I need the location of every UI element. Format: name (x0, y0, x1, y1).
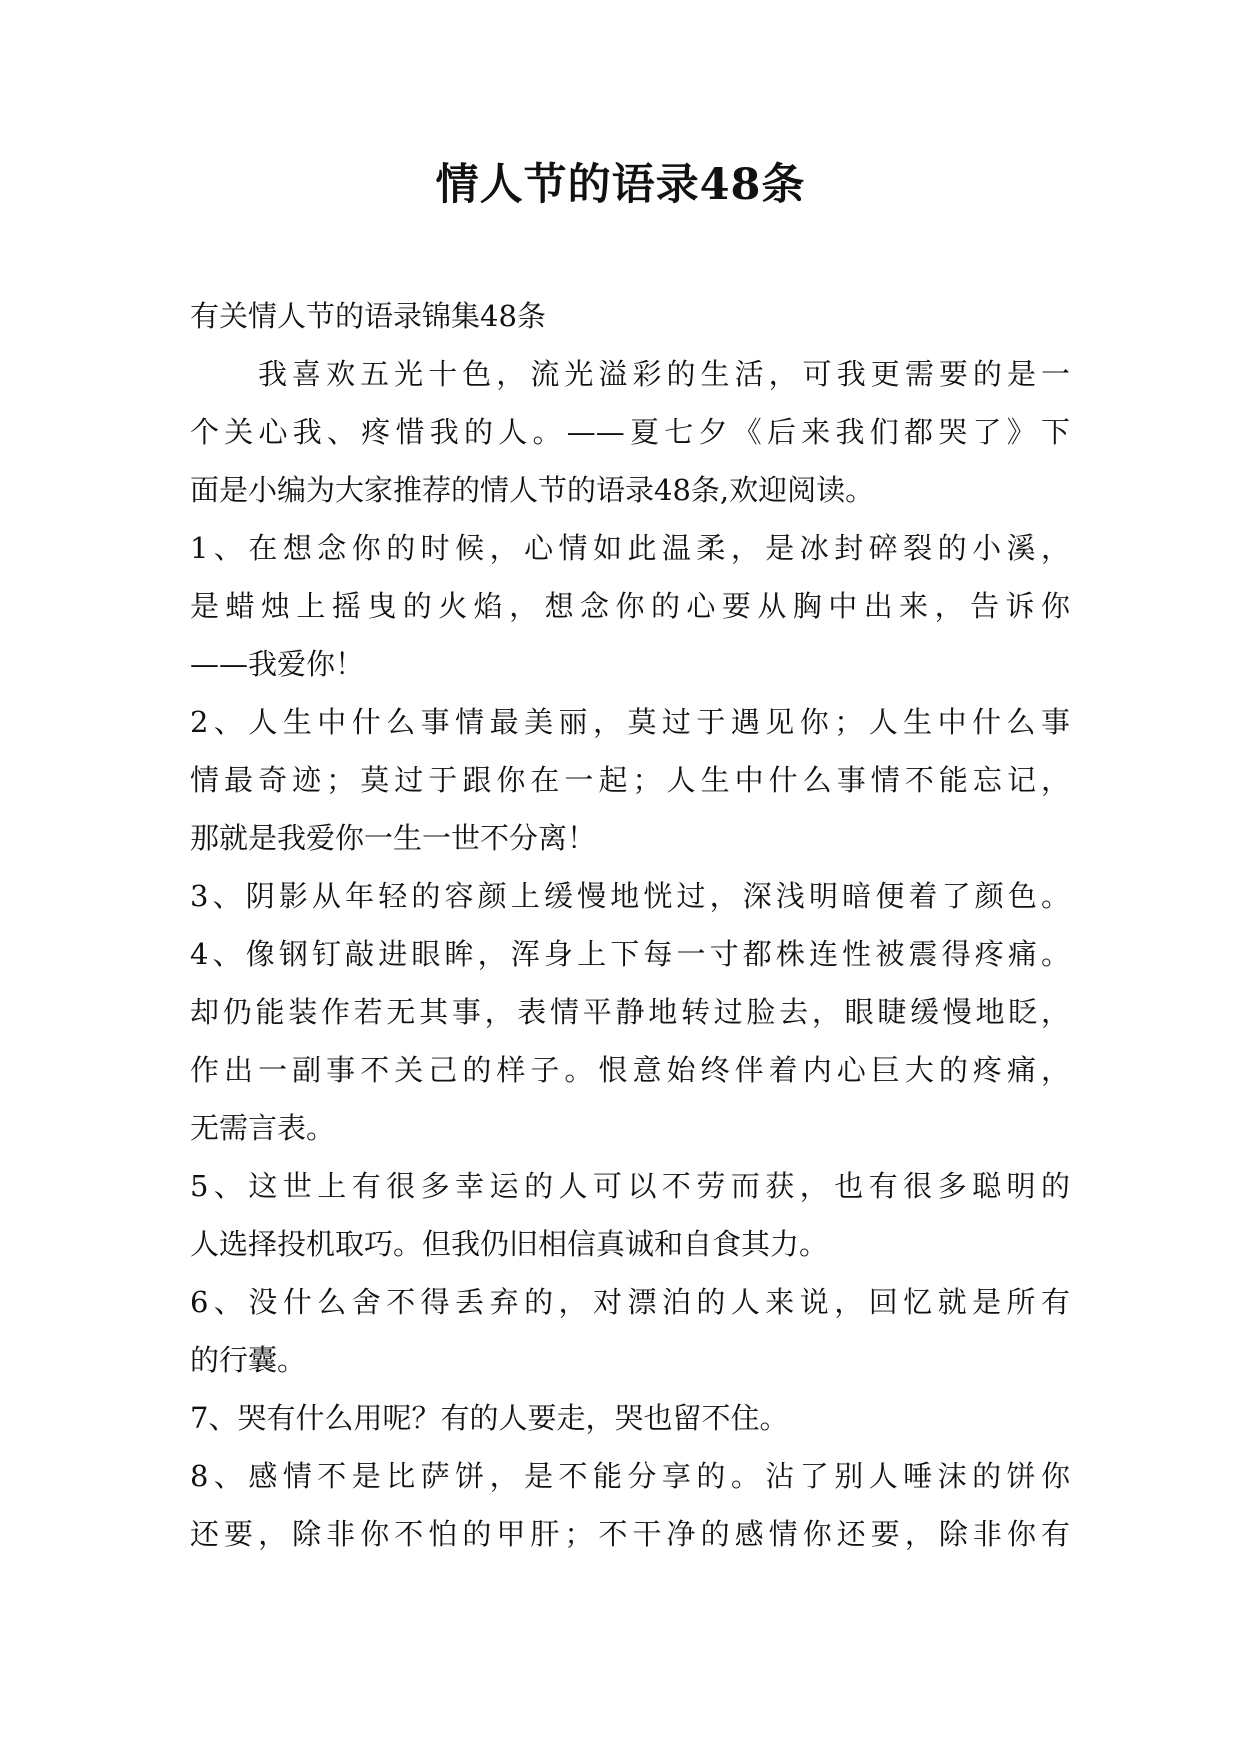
subtitle-line: 有关情人节的语录锦集48条 (190, 299, 546, 333)
paragraph-line: 作出一副事不关己的样子。恨意始终伴着内心巨大的疼痛， (190, 1053, 1070, 1087)
paragraph-line: 6、没什么舍不得丢弃的，对漂泊的人来说，回忆就是所有 (190, 1285, 1070, 1319)
paragraph-line: 5、这世上有很多幸运的人可以不劳而获，也有很多聪明的 (190, 1169, 1070, 1203)
intro-line: 个关心我、疼惜我的人。——夏七夕《后来我们都哭了》下 (190, 415, 1070, 449)
paragraph-line: 那就是我爱你一生一世不分离！ (190, 821, 597, 855)
paragraph-line: ——我爱你！ (190, 647, 365, 681)
paragraph-line: 无需言表。 (190, 1111, 336, 1145)
intro-line: 我喜欢五光十色，流光溢彩的生活，可我更需要的是一 (258, 357, 1070, 391)
paragraph-line: 是蜡烛上摇曳的火焰，想念你的心要从胸中出来，告诉你 (190, 589, 1070, 623)
paragraph-line: 8、感情不是比萨饼，是不能分享的。沾了别人唾沫的饼你 (190, 1459, 1070, 1493)
paragraph-line: 7、哭有什么用呢？有的人要走，哭也留不住。 (190, 1401, 789, 1435)
paragraph-line: 情最奇迹；莫过于跟你在一起；人生中什么事情不能忘记， (190, 763, 1070, 797)
document-body (190, 287, 1070, 1563)
paragraph-line: 还要，除非你不怕的甲肝；不干净的感情你还要，除非你有 (190, 1517, 1070, 1551)
paragraph-line: 2、人生中什么事情最美丽，莫过于遇见你；人生中什么事 (190, 705, 1070, 739)
paragraph-line: 1、在想念你的时候，心情如此温柔，是冰封碎裂的小溪， (190, 531, 1070, 565)
paragraph-line: 却仍能装作若无其事，表情平静地转过脸去，眼睫缓慢地眨， (190, 995, 1070, 1029)
paragraph-line: 人选择投机取巧。但我仍旧相信真诚和自食其力。 (190, 1227, 829, 1261)
document-title: 情人节的语录48条 (435, 160, 806, 210)
paragraph-line: 3、阴影从年轻的容颜上缓慢地恍过，深浅明暗便着了颜色。 (190, 879, 1070, 913)
paragraph-line: 4、像钢钉敲进眼眸，浑身上下每一寸都株连性被震得疼痛。 (190, 937, 1070, 971)
intro-line: 面是小编为大家推荐的情人节的语录48条,欢迎阅读。 (190, 473, 875, 507)
paragraph-line: 的行囊。 (190, 1343, 307, 1377)
